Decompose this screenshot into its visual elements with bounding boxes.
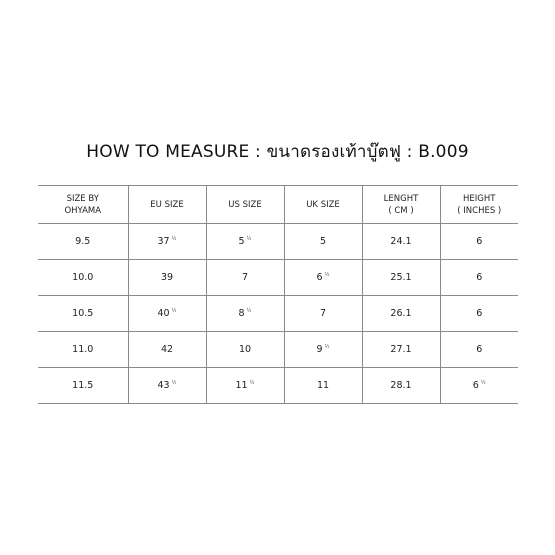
table-cell xyxy=(128,368,206,404)
table-cell xyxy=(128,332,206,368)
cell-value: 37 xyxy=(157,236,170,248)
column-header-line: US SIZE xyxy=(228,199,262,210)
table-cell xyxy=(362,368,440,404)
table-cell xyxy=(206,296,284,332)
cell-value: 8 xyxy=(238,308,245,320)
cell-value: 6 xyxy=(476,272,483,283)
table-cell xyxy=(440,224,518,260)
table-cell xyxy=(440,260,518,296)
cell-value: 7 xyxy=(241,272,249,283)
table-cell xyxy=(128,260,206,296)
table-cell xyxy=(38,332,128,368)
cell-value: 6 xyxy=(476,236,483,247)
column-header xyxy=(362,186,440,224)
table-row xyxy=(38,224,518,260)
cell-value: 28.1 xyxy=(390,380,412,391)
column-header-line: LENGHT xyxy=(383,193,419,204)
column-header-line: OHYAMA xyxy=(64,205,102,216)
size-chart-table xyxy=(38,185,518,404)
cell-value: 25.1 xyxy=(390,272,412,283)
table-cell xyxy=(362,224,440,260)
column-header-line: SIZE BY xyxy=(66,193,99,204)
table-cell xyxy=(38,368,128,404)
half-size-mark: ½ xyxy=(171,235,177,242)
table-row xyxy=(38,296,518,332)
column-header xyxy=(284,186,362,224)
table-cell xyxy=(206,224,284,260)
cell-value: 11 xyxy=(316,380,330,391)
half-size-mark: ½ xyxy=(324,271,330,278)
cell-value: 6 xyxy=(476,308,483,319)
page-title: HOW TO MEASURE : ขนาดรองเท้าบู๊ตฟู : B.009 xyxy=(86,142,469,162)
column-header-line: ( CM ) xyxy=(388,205,414,216)
column-header-line: UK SIZE xyxy=(306,199,340,210)
half-size-mark: ½ xyxy=(171,307,177,314)
half-size-mark: ½ xyxy=(246,235,252,242)
cell-value: 40 xyxy=(157,308,170,320)
cell-value: 9.5 xyxy=(75,236,91,247)
column-header-line: HEIGHT xyxy=(463,193,496,204)
cell-value: 10.0 xyxy=(72,272,94,283)
table-row xyxy=(38,260,518,296)
table-header-row xyxy=(38,186,518,224)
table-row xyxy=(38,332,518,368)
column-header xyxy=(206,186,284,224)
column-header xyxy=(38,186,128,224)
half-size-mark: ½ xyxy=(324,343,330,350)
cell-value: 10.5 xyxy=(72,308,94,319)
half-size-mark: ½ xyxy=(171,379,177,386)
cell-value: 6 xyxy=(472,380,479,392)
cell-value: 10 xyxy=(238,344,252,355)
table-cell xyxy=(362,296,440,332)
column-header-line: ( INCHES ) xyxy=(457,205,502,216)
half-size-mark: ½ xyxy=(246,307,252,314)
table-cell xyxy=(206,260,284,296)
half-size-mark: ½ xyxy=(249,379,255,386)
table-cell xyxy=(362,332,440,368)
cell-value: 24.1 xyxy=(390,236,412,247)
cell-value: 43 xyxy=(157,380,170,392)
table-cell xyxy=(206,368,284,404)
table-cell xyxy=(128,224,206,260)
table-cell xyxy=(38,296,128,332)
cell-value: 5 xyxy=(319,236,327,247)
table-cell xyxy=(206,332,284,368)
cell-value: 6 xyxy=(316,272,323,284)
half-size-mark: ½ xyxy=(480,379,486,386)
table-cell xyxy=(440,368,518,404)
table-cell xyxy=(440,296,518,332)
table-cell xyxy=(38,224,128,260)
cell-value: 26.1 xyxy=(390,308,412,319)
table-row xyxy=(38,368,518,404)
cell-value: 11.0 xyxy=(72,344,94,355)
table-cell xyxy=(440,332,518,368)
table-cell xyxy=(362,260,440,296)
cell-value: 27.1 xyxy=(390,344,412,355)
cell-value: 11 xyxy=(235,380,248,392)
cell-value: 6 xyxy=(476,344,483,355)
table-cell xyxy=(38,260,128,296)
table-cell xyxy=(284,260,362,296)
column-header xyxy=(440,186,518,224)
cell-value: 39 xyxy=(160,272,174,283)
cell-value: 7 xyxy=(319,308,327,319)
column-header xyxy=(128,186,206,224)
cell-value: 42 xyxy=(160,344,174,355)
table-cell xyxy=(284,368,362,404)
cell-value: 5 xyxy=(238,236,245,248)
column-header-line: EU SIZE xyxy=(150,199,184,210)
table-cell xyxy=(284,296,362,332)
cell-value: 9 xyxy=(316,344,323,356)
table-cell xyxy=(284,332,362,368)
cell-value: 11.5 xyxy=(72,380,94,391)
table-cell xyxy=(128,296,206,332)
table-cell xyxy=(284,224,362,260)
